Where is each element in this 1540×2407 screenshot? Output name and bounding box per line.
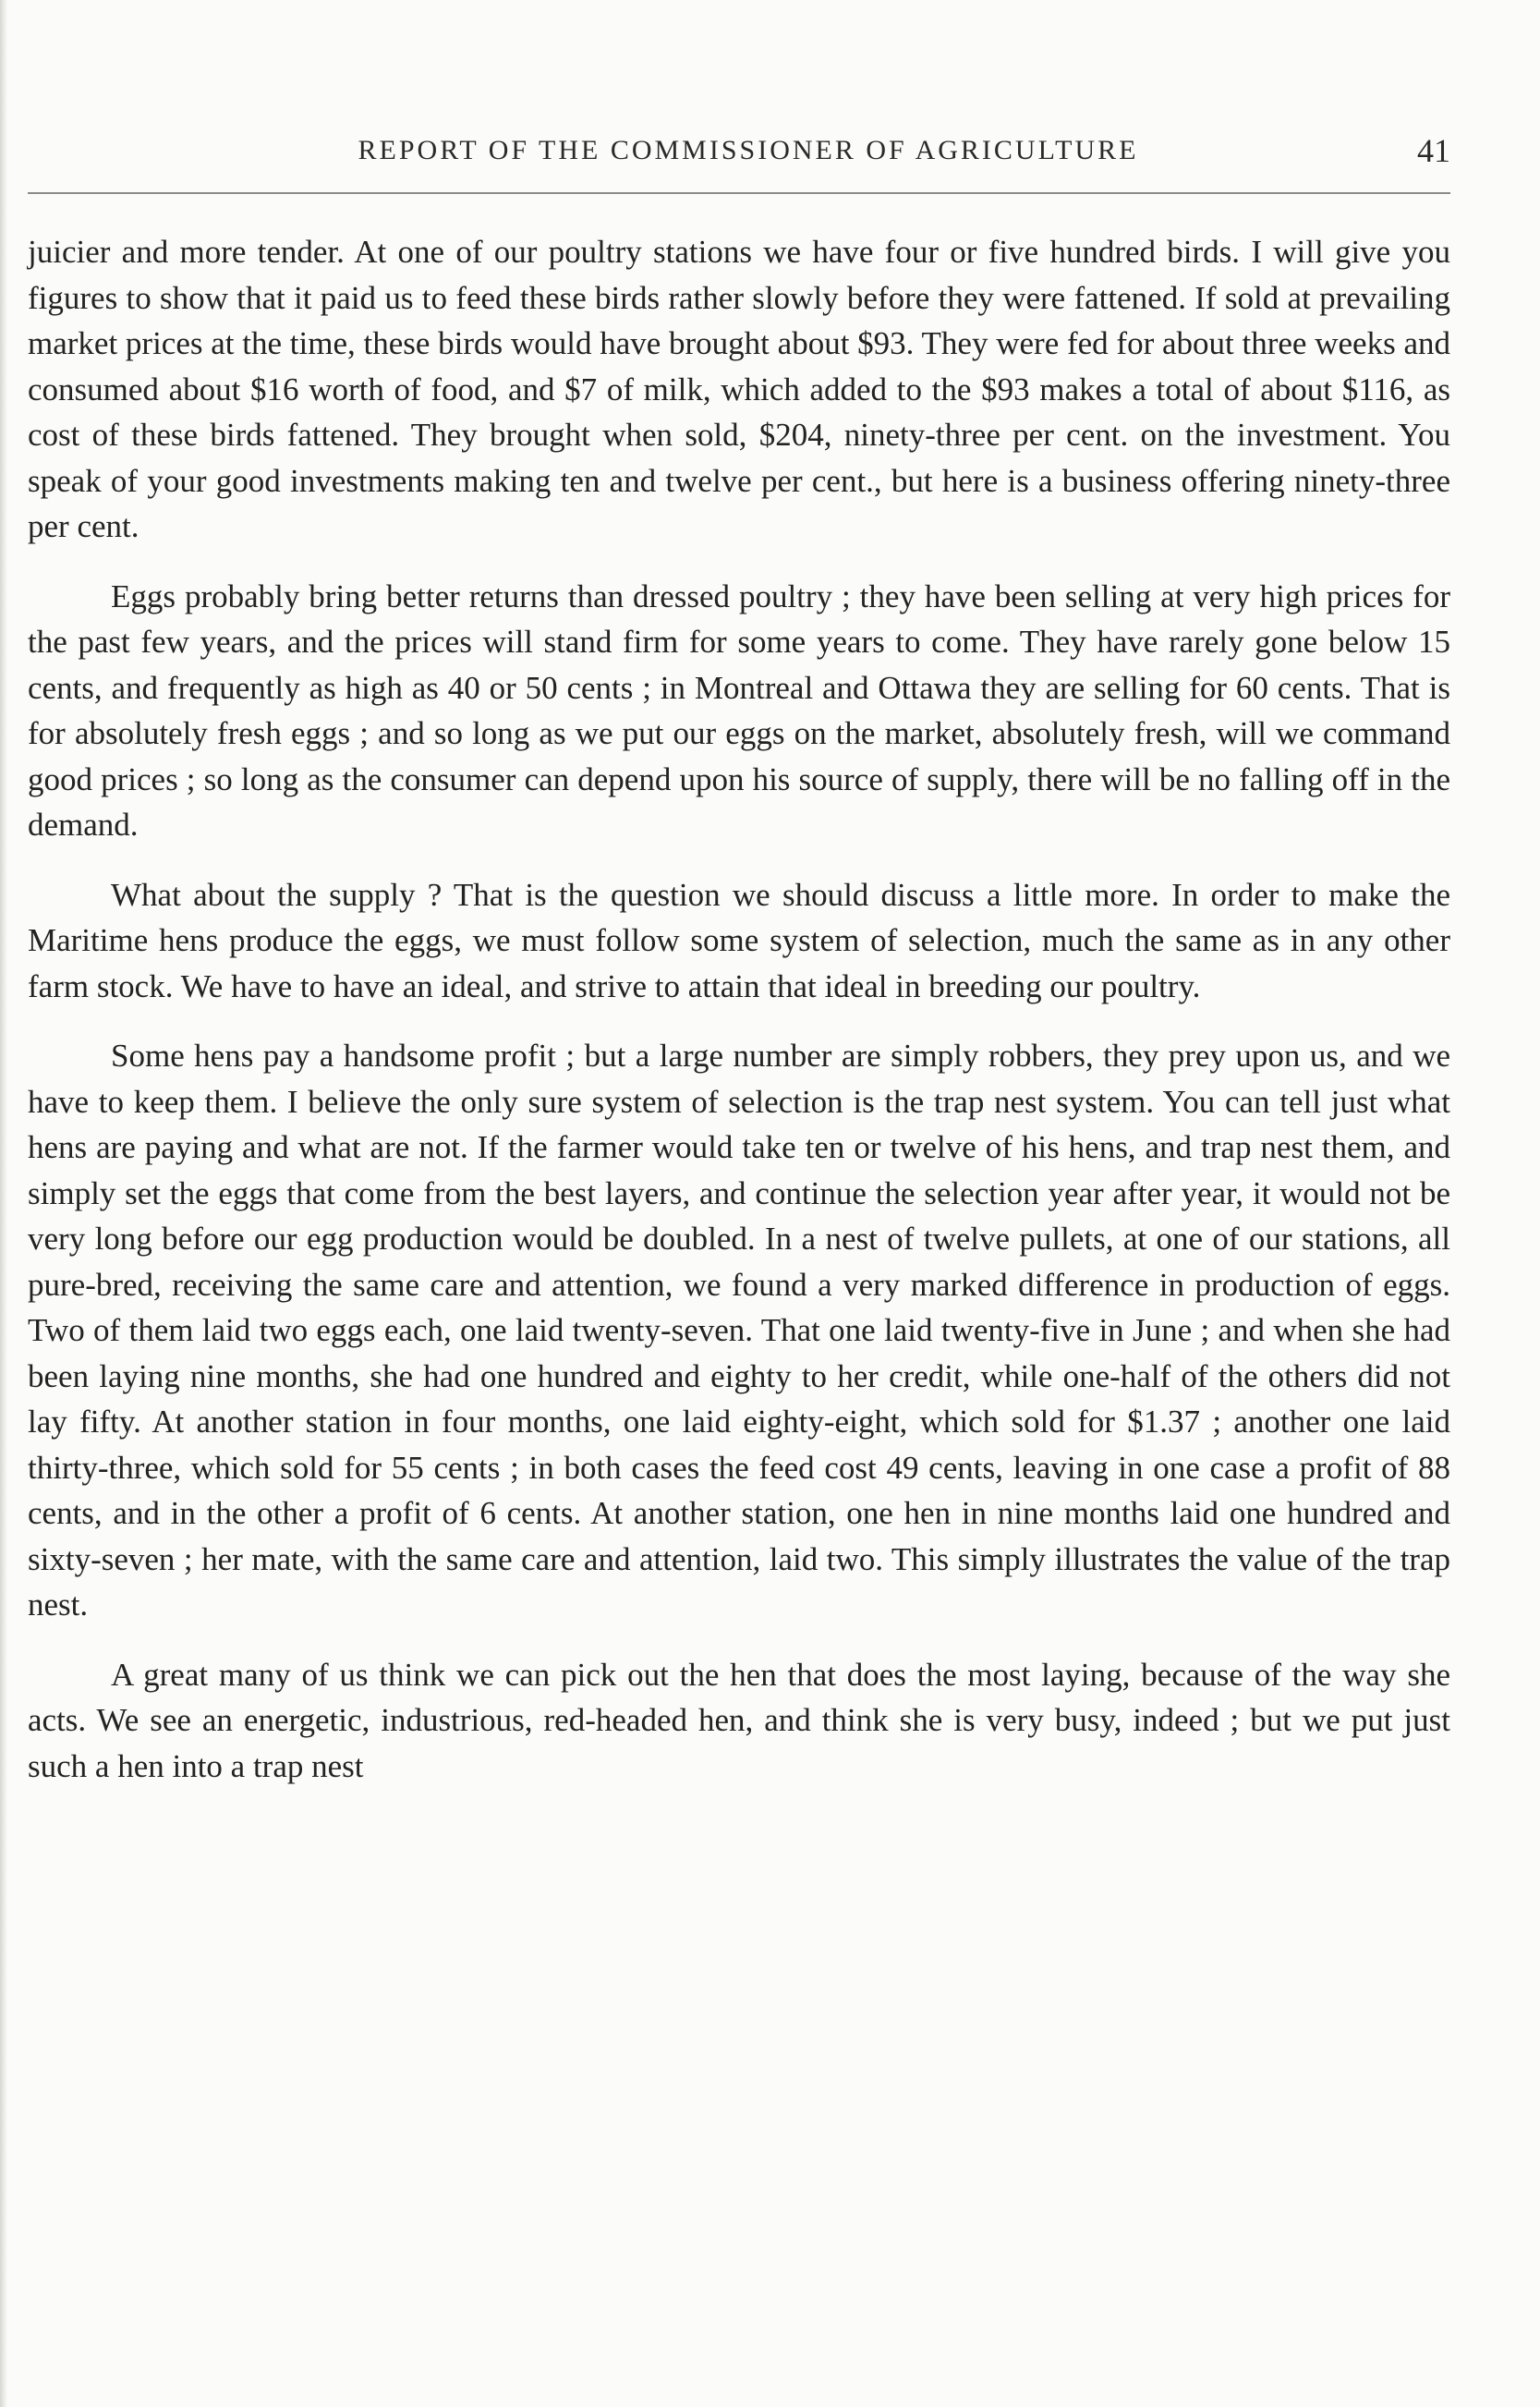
page-edge-shadow [0,0,7,2407]
body-text [28,229,1450,1813]
header-rule [28,192,1450,194]
running-title: REPORT OF THE COMMISSIONER OF AGRICULTURE [358,135,1139,165]
paragraph-2: Eggs probably bring better returns than dressed poultry ; they have been selling at very high prices for the past few years, and the prices will stand firm for some years to come. They have rarely gone below 15 cents, and frequently as high as 40 or 50 cents ; in Montreal and Ottawa they are selling for 60 cents. That is for absolutely fresh eggs ; and so long as we put our eggs on the market, absolutely fresh, will we command good prices ; so long as the consumer can depend upon his source of supply, there will be no falling off in the demand. [28,577,1450,843]
paragraph-1: juicier and more tender. At one of our poultry stations we have four or five hundred birds. I will give you figures to show that it paid us to feed these birds rather slowly before they were fattened. If sold at prevailing market prices at the time, these birds would have brought about $93. They were fed for about three weeks and consumed about $16 worth of food, and $7 of milk, which added to the $93 makes a total of about $116, as cost of these birds fattened. They brought when sold, $204, ninety-three per cent. on the investment. You speak of your good investments making ten and twelve per cent., but here is a business offering ninety-three per cent. [28,234,1450,544]
page-number: 41 [1417,132,1450,169]
paragraph-5: A great many of us think we can pick out the hen that does the most laying, because of the way she acts. We see an energetic, industrious, red-headed hen, and think she is very busy, indeed ; but we put just such a hen into a trap nest [28,1656,1450,1784]
paragraph-3: What about the supply ? That is the question we should discuss a little more. In order to make the Maritime hens produce the eggs, we must follow some system of selection, much the same as in any other farm stock. We have to have an ideal, and strive to attain that ideal in breeding our poultry. [28,876,1450,1004]
running-head [28,128,1450,174]
paragraph-4: Some hens pay a handsome profit ; but a large number are simply robbers, they prey upon us, and we have to keep them. I believe the only sure system of selection is the trap nest system. You can tell just what hens are paying and what are not. If the farmer would take ten or twelve of his hens, and trap nest them, and simply set the eggs that come from the best layers, and continue the selection year after year, it would not be very long before our egg production would be doubled. In a nest of twelve pullets, at one of our stations, all pure-bred, receiving the same care and attention, we found a very marked difference in production of eggs. Two of them laid two eggs each, one laid twenty-seven. That one laid twenty-five in June ; and when she had been laying nine months, she had one hundred and eighty to her credit, while one-half of the others did not lay fifty. At another station in four months, one laid eighty-eight, which sold for $1.37 ; another one laid thirty-three, which sold for 55 cents ; in both cases the feed cost 49 cents, leaving in one case a profit of 88 cents, and in the other a profit of 6 cents. At another station, one hen in nine months laid one hundred and sixty-seven ; her mate, with the same care and attention, laid two. This simply illustrates the value of the trap nest. [28,1038,1450,1623]
